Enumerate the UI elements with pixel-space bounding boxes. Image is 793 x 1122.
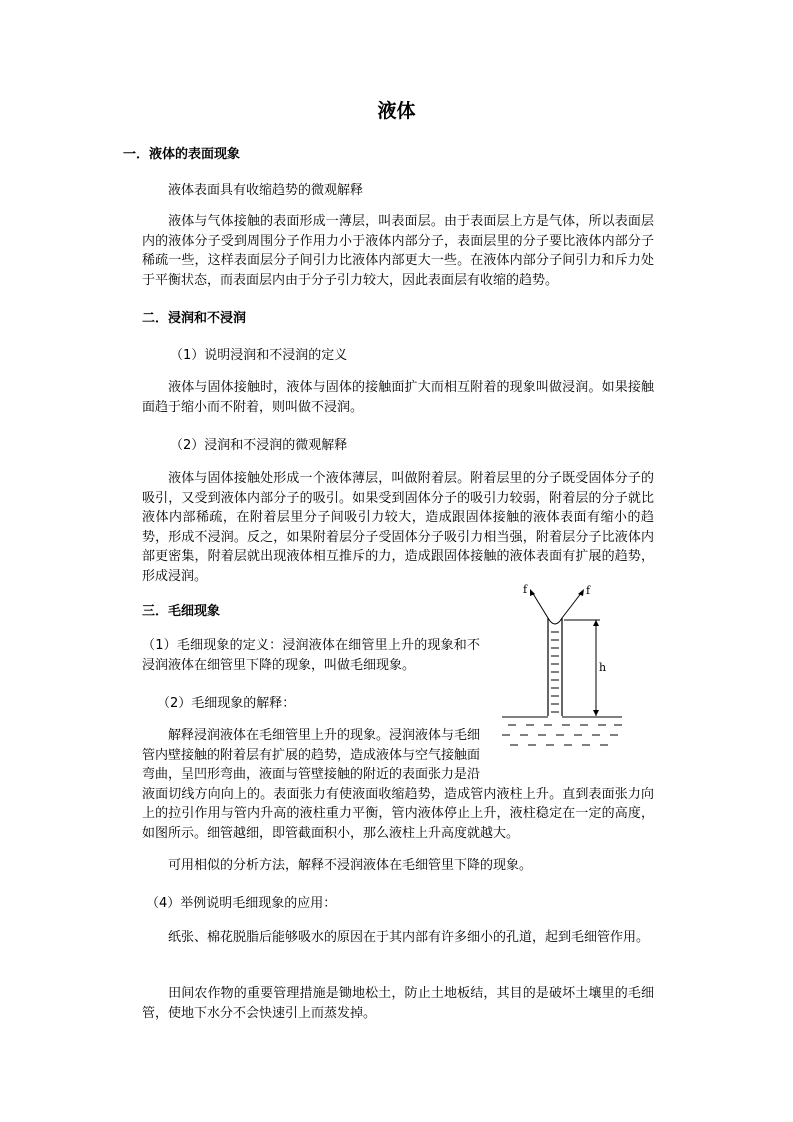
section-1-subheading: 液体表面具有收缩趋势的微观解释 xyxy=(168,183,364,198)
force-arrow-right xyxy=(562,592,582,618)
force-arrowhead-right xyxy=(578,589,584,596)
force-label-right: f xyxy=(586,584,591,597)
section-1-paragraph xyxy=(142,212,654,290)
section-3-application-2-text: 田间农作物的重要管理措施是锄地松土，防止土地板结，其目的是破坏土壤里的毛细管，使地下水分不会快速引上而蒸发掉。 xyxy=(142,986,654,1021)
capillary-tube-figure xyxy=(498,580,634,752)
force-label-left: f xyxy=(523,583,528,596)
section-3-analogy xyxy=(142,856,654,876)
page-title: 液体 xyxy=(377,100,416,122)
section-2-para2-text: 液体与固体接触处形成一个液体薄层，叫做附着层。附着层里的分子既受固体分子的吸引，又受到液体内部分子的吸引。如果受到固体分子的吸引力较弱，附着层的分子就比液体内部稀疏，在附着层里分子间吸引力较大，造成跟固体接触的液体表面有缩小的趋势，形成不浸润。反之，如果附着层分子受固体分子吸引力相当强，附着层分子比液体内部更密集，附着层就出现液体相互推斥的力，造成跟固体接触的液体表面有扩展的趋势，形成浸润。 xyxy=(142,471,654,584)
height-arrow-bottom xyxy=(593,710,599,716)
section-3-analogy-text: 可用相似的分析方法，解释不浸润液体在毛细管里下降的现象。 xyxy=(168,858,533,873)
section-2-para1 xyxy=(142,378,654,417)
tube-liquid xyxy=(551,632,559,712)
force-arrow-left xyxy=(532,592,548,618)
section-3-application-1 xyxy=(142,928,654,948)
section-2-sub2: （2）浸润和不浸润的微观解释 xyxy=(170,438,348,453)
section-3-sub4: （4）举例说明毛细现象的应用： xyxy=(146,896,337,911)
section-3-explanation-text: 解释浸润液体在毛细管里上升的现象。浸润液体与毛细管内壁接触的附着层有扩展的趋势，造成液体与空气接触面弯曲，呈凹形弯曲，液面与管壁接触的附近的表面张力是沿液面切线方向向上的。表面张力有使液面收缩趋势，造成管内液柱上升。直到表面张力向上的拉引作用与管内升高的液柱重力平衡，管内液体停止上升，液柱稳定在一定的高度，如图所示。细管越细，即管截面积小，那么液柱上升高度就越大。 xyxy=(142,728,654,841)
section-3-application-2 xyxy=(142,984,654,1023)
section-1-heading: 一．液体的表面现象 xyxy=(123,147,241,162)
height-arrow-top xyxy=(593,620,599,626)
section-3-heading: 三．毛细现象 xyxy=(142,604,221,619)
section-3-definition: （1）毛细现象的定义：浸润液体在细管里上升的现象和不浸润液体在细管里下降的现象，叫做毛细现象。 xyxy=(142,638,480,673)
meniscus xyxy=(548,618,562,624)
height-label: h xyxy=(599,661,607,674)
outer-liquid xyxy=(502,725,622,745)
section-3-application-1-text: 纸张、棉花脱脂后能够吸水的原因在于其内部有许多细小的孔道，起到毛细管作用。 xyxy=(168,930,650,945)
section-2-para1-text: 液体与固体接触时，液体与固体的接触面扩大而相互附着的现象叫做浸润。如果接触面趋于缩小而不附着，则叫做不浸润。 xyxy=(142,380,654,415)
section-2-para2 xyxy=(142,469,654,586)
section-2-sub1: （1）说明浸润和不浸润的定义 xyxy=(170,348,348,363)
section-3-sub2: （2）毛细现象的解释： xyxy=(157,696,296,711)
section-1-paragraph-text: 液体与气体接触的表面形成一薄层，叫表面层。由于表面层上方是气体，所以表面层内的液体分子受到周围分子作用力小于液体内部分子，表面层里的分子要比液体内部分子稀疏一些，这样表面层分子间引力比液体内部更大一些。在液体内部分子间引力和斥力处于平衡状态，而表面层内由于分子引力较大，因此表面层有收缩的趋势。 xyxy=(142,214,654,288)
section-2-heading: 二．浸润和不浸润 xyxy=(142,311,247,326)
